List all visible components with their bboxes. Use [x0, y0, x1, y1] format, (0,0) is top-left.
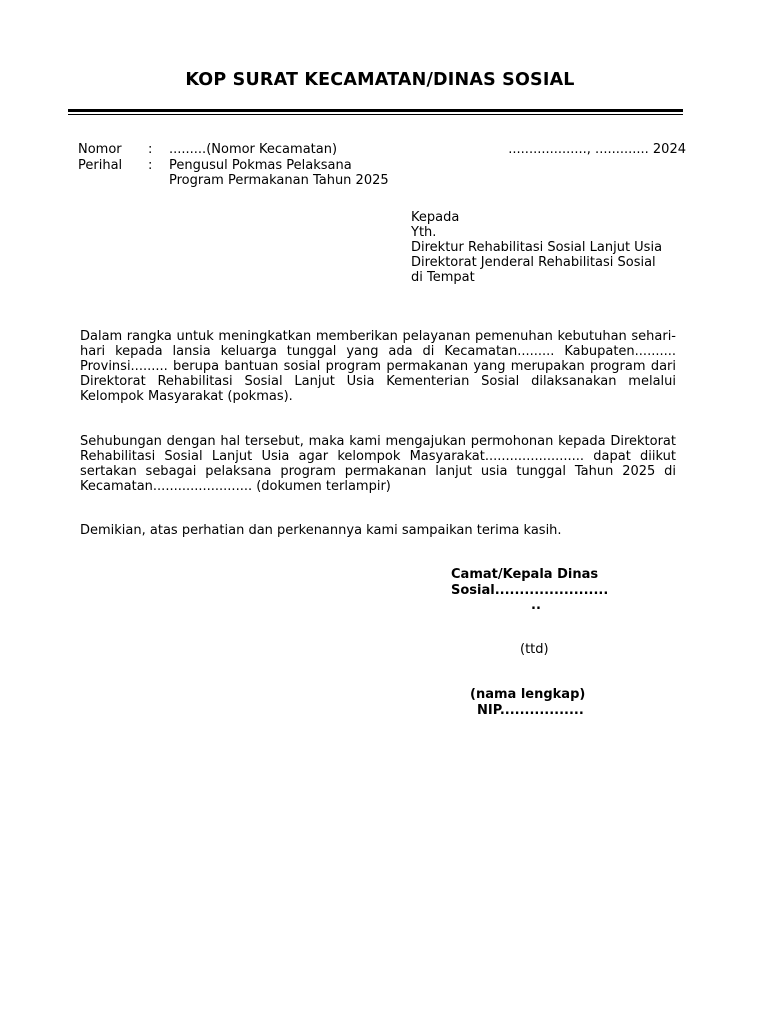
- signatory-name: (nama lengkap): [470, 687, 586, 702]
- nomor-colon: :: [148, 142, 153, 157]
- addressee-direktorat: Direktorat Jenderal Rehabilitasi Sosial: [411, 255, 656, 270]
- letterhead-thick-rule: [68, 109, 683, 112]
- perihal-line-2: Program Permakanan Tahun 2025: [169, 173, 389, 188]
- addressee-block: [411, 210, 681, 285]
- body-paragraph-2: Sehubungan dengan hal tersebut, maka kami mengajukan permohonan kepada Direktorat Rehabilitasi Sosial Lanjut Usia agar kelompok Masyarakat........................ dapat diikut sertakan sebagai pelaksana program permakanan lanjut usia tunggal Tahun 2025 di Kecamatan........................ (dokumen terlampir): [80, 434, 676, 494]
- perihal-line-1: Pengusul Pokmas Pelaksana: [169, 158, 352, 173]
- signatory-title-line-2: Sosial.......................: [451, 583, 609, 598]
- closing-paragraph: Demikian, atas perhatian dan perkenannya kami sampaikan terima kasih.: [80, 523, 562, 538]
- signatory-title-line-1: Camat/Kepala Dinas: [451, 567, 599, 582]
- signatory-title-line-3: ..: [531, 598, 541, 613]
- signatory-nip: NIP.................: [477, 703, 584, 718]
- nomor-value: .........(Nomor Kecamatan): [169, 142, 338, 157]
- addressee-location: di Tempat: [411, 270, 475, 285]
- letterhead-title: KOP SURAT KECAMATAN/DINAS SOSIAL: [185, 70, 575, 90]
- addressee-kepada: Kepada: [411, 210, 460, 225]
- letterhead-thin-rule: [68, 114, 683, 115]
- nomor-label: Nomor: [78, 142, 122, 157]
- signature-placeholder: (ttd): [520, 642, 549, 657]
- letter-date: ..................., ............. 2024: [508, 142, 686, 157]
- body-paragraph-1: Dalam rangka untuk meningkatkan memberikan pelayanan pemenuhan kebutuhan sehari-hari kepada lansia keluarga tunggal yang ada di Kecamatan......... Kabupaten.......... Provinsi......... berupa bantuan sosial program permakanan yang merupakan program dari Direktorat Rehabilitasi Sosial Lanjut Usia Kementerian Sosial dilaksanakan melalui Kelompok Masyarakat (pokmas).: [80, 329, 676, 404]
- addressee-direktur: Direktur Rehabilitasi Sosial Lanjut Usia: [411, 240, 663, 255]
- perihal-colon: :: [148, 158, 153, 173]
- perihal-label: Perihal: [78, 158, 123, 173]
- addressee-yth: Yth.: [411, 225, 437, 240]
